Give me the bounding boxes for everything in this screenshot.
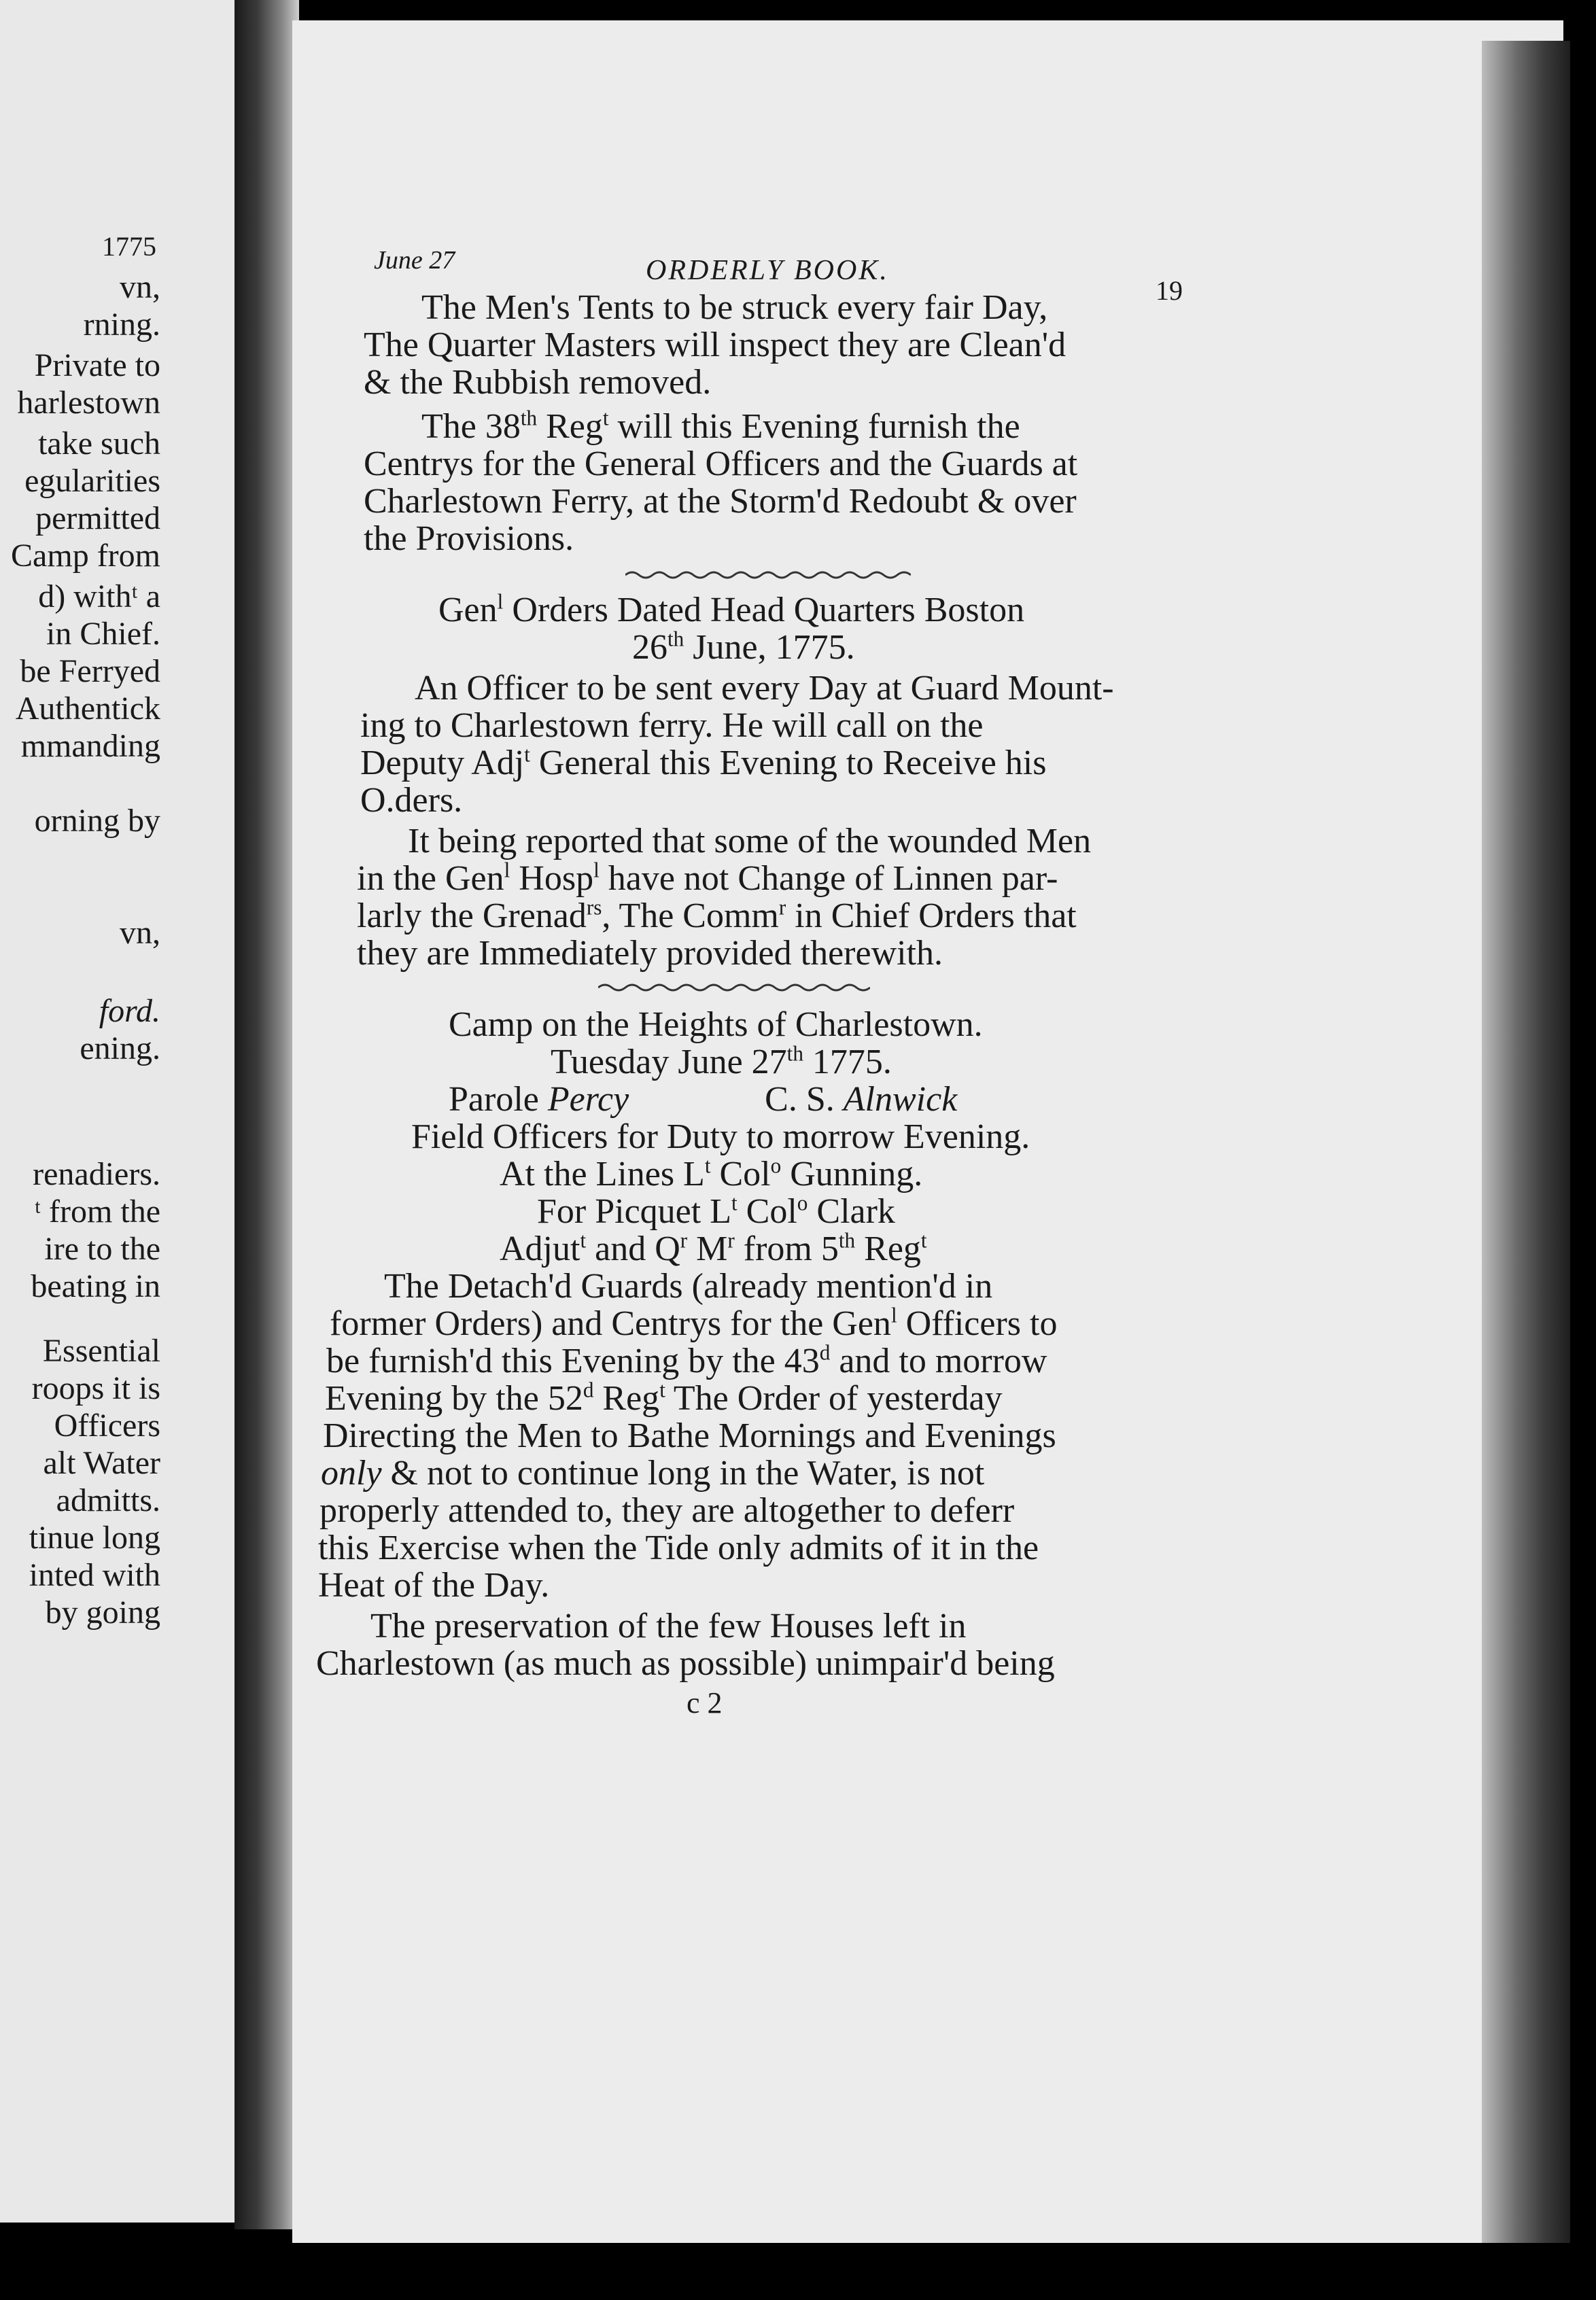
left-page-line: ening.	[80, 1030, 160, 1066]
para4-line2: in the Gen$^l$ Hosp$^l$ have not Change of Linnen par-	[357, 858, 1058, 898]
para4-line1: It being reported that some of the wounded Men	[408, 822, 1092, 860]
left-page-line: ford.	[99, 993, 160, 1029]
para5-line2: former Orders) and Centrys for the Gen$^l$ Officers to	[330, 1303, 1058, 1343]
para5-line5: Directing the Men to Bathe Mornings and Evenings	[323, 1416, 1056, 1455]
para6-line2: Charlestown (as much as possible) unimpair'd being	[316, 1644, 1055, 1683]
field-officers: Field Officers for Duty to morrow Evening.	[411, 1117, 1030, 1156]
para5-line3: be furnish'd this Evening by the 43$^d$ and to morrow	[326, 1340, 1047, 1380]
para5-line4: Evening by the 52$^d$ Reg$^t$ The Order of yesterday	[325, 1378, 1003, 1418]
para3-line4: O.ders.	[360, 781, 463, 820]
left-page-line: Officers	[54, 1408, 160, 1444]
page-title: ORDERLY BOOK.	[646, 255, 889, 286]
para1-line2: The Quarter Masters will inspect they are Clean'd	[364, 326, 1066, 364]
left-page-line: Camp from	[11, 538, 160, 574]
left-page-line: beating in	[31, 1268, 160, 1304]
para2-line2: Centrys for the General Officers and the Guards at	[364, 445, 1078, 483]
left-page-line: alt Water	[43, 1445, 160, 1481]
signature-mark: c 2	[687, 1686, 723, 1720]
para3-line2: ing to Charlestown ferry. He will call on the	[360, 706, 984, 745]
para5-line7: properly attended to, they are altogether to deferr	[319, 1491, 1015, 1530]
para4-line3: larly the Grenad$^{rs}$, The Comm$^r$ in Chief Orders that	[357, 895, 1077, 935]
left-page-line: ᵗ from the	[34, 1193, 160, 1230]
para1-line3: & the Rubbish removed.	[364, 363, 712, 402]
para2-line4: the Provisions.	[364, 519, 574, 558]
para5-line6: only & not to continue long in the Water, is not	[321, 1454, 985, 1493]
para3-line3: Deputy Adj$^t$ General this Evening to Receive his	[360, 742, 1047, 782]
page-edge	[1482, 41, 1570, 2243]
left-page-line: admitts.	[56, 1482, 160, 1518]
para5-line8: this Exercise when the Tide only admits of it in the	[318, 1529, 1039, 1567]
left-page-line: vn,	[120, 269, 160, 305]
left-page-line: mmanding	[20, 728, 160, 764]
camp-title: Camp on the Heights of Charlestown.	[449, 1005, 983, 1044]
left-page-line: vn,	[120, 915, 160, 951]
left-page-line: inted with	[29, 1557, 160, 1593]
left-page-line: egularities	[24, 463, 160, 499]
left-page-line: in Chief.	[46, 616, 160, 652]
divider-flourish	[625, 570, 911, 580]
left-page-line: ire to the	[44, 1231, 160, 1267]
left-page-line: Essential	[42, 1333, 160, 1369]
para3-line1: An Officer to be sent every Day at Guard Mount-	[415, 669, 1114, 708]
left-page-line: orning by	[34, 803, 160, 839]
para2-line1: The 38th Reg$^t$ will this Evening furnish the	[421, 406, 1020, 446]
book-gutter	[235, 0, 299, 2229]
para4-line4: they are Immediately provided therewith.	[357, 934, 943, 973]
left-page-line: roops it is	[31, 1370, 160, 1406]
left-page-line: d) withᵗ a	[38, 578, 160, 614]
para6-line1: The preservation of the few Houses left in	[370, 1607, 967, 1645]
left-page-line: rning.	[83, 307, 160, 343]
left-year: 1775	[102, 231, 156, 262]
adjutant-line: Adjut$^t$ and $Q^r$ $M^r$ from 5th Reg$^t$	[500, 1228, 927, 1268]
page-number: 19	[1156, 275, 1183, 306]
page-date: June 27	[374, 246, 455, 275]
at-the-lines: At the Lines $L^t$ Col$^o$ Gunning.	[500, 1153, 923, 1193]
left-page-line: Authentick	[15, 691, 160, 727]
left-page-line: harlestown	[17, 385, 160, 421]
left-page-line: be Ferryed	[20, 653, 160, 689]
para5-line1: The Detach'd Guards (already mention'd in	[384, 1267, 993, 1306]
left-page-line: by going	[45, 1595, 160, 1631]
parole-line: Parole Percy C. S. Alnwick	[449, 1080, 958, 1119]
para1-line1: The Men's Tents to be struck every fair Day,	[421, 288, 1048, 327]
left-page-line: Private to	[34, 347, 160, 383]
para5-line9: Heat of the Day.	[318, 1566, 550, 1605]
for-picquet: For Picquet $L^t$ Col$^o$ Clark	[537, 1191, 895, 1231]
left-page-line: permitted	[35, 500, 160, 536]
orders-date: 26th June, 1775.	[632, 627, 855, 667]
para2-line3: Charlestown Ferry, at the Storm'd Redoubt & over	[364, 482, 1077, 521]
orders-heading: Gen$^l$ Orders Dated Head Quarters Boston	[438, 589, 1025, 629]
camp-date: Tuesday June 27th 1775.	[551, 1041, 892, 1081]
left-page-line: take such	[38, 425, 160, 461]
left-page-line: tinue long	[29, 1520, 160, 1556]
divider-flourish-2	[598, 982, 870, 993]
left-page-line: renadiers.	[33, 1156, 160, 1192]
